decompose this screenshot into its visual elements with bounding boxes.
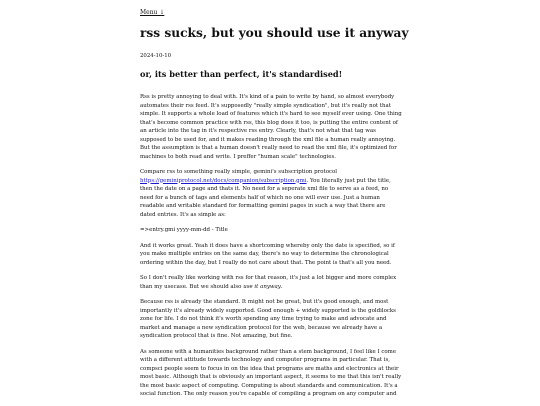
paragraph-text: . (280, 283, 283, 290)
post-subtitle: or, its better than perfect, it's standardised! (140, 69, 343, 79)
page-title: rss sucks, but you should use it anyway (140, 26, 409, 40)
menu-link[interactable]: Menu ↓ (140, 9, 165, 16)
paragraph-standard: Because rss is already the standard. It might not be great, but it's good enough, and most importantly it's already widely supported. Good enough + widely supported is the goldilocks zone for life. I do not think it's worth spending any time trying to make and advocate and market and manage a new syndication protocol for the web, because we already have a syndication protocol that is fine. Not amazing, but fine. (140, 299, 396, 339)
paragraph-intro: Rss is pretty annoying to deal with. It's kind of a pain to write by hand, so almost everybody automates their rss feed. It's supposedly "really simple syndication", but it's really not that simple. It supports a whole load of features which it's hard to see myself ever using. One thing that's become common practice with rss, this blog does it too, is putting the entire content of an article into the tag in it's respective rss entry. Clearly, that's not what that tag was supposed to be used for, and it makes reading through the xml file a human really annoying. But the assumption is that a human doesn't really need to read the xml file, it's optimized for machines to both read and write. I preffer "human scale" technologies. (140, 94, 402, 160)
paragraph-gemini-comparison (140, 168, 402, 219)
paragraph-text: . You literally just put the title, then the date on a page and thats it. No need for a seperate xml file to serve as a feed, no need for a bunch of tags and elements half of which no one will ever use. Just a human readable and writable standard for formatting gemini pages in such a way that there are dated entries. It's as simple as: (140, 177, 391, 218)
paragraph-text: Compare rss to something really simple, gemini's subscription protocol (140, 169, 338, 175)
paragraph-text: So I don't really like working with rss for that reason, it's just a lot bigger and more complex than my usecase. But we should also (140, 275, 397, 290)
paragraph-example-line: =>entry.gmi yyyy-mm-dd - Title (140, 227, 228, 233)
gemini-subscription-link[interactable]: https://geminiprotocol.net/docs/companion/subscription.gmi (140, 177, 307, 184)
emphasis-text: use it anyway (243, 283, 281, 290)
article-body (140, 93, 402, 406)
paragraph-humanities: As someone with a humanities background rather than a stem background, I feel like I come with a different attitude towards technology and computer programs in particular. That is, compsci people seem to focus in on the idea that programs are maths and electronics at their most basic. Although that is obviously an important aspect, it seems to me that this isn't really the most basic aspect of computing. Computing is about standards and communication. It's a social function. The only reason you're capable of compiling a program on any computer and (140, 348, 402, 397)
post-date: 2024-10-10 (140, 53, 172, 59)
paragraph-shortcoming: And it works great. Yeah it does have a shortcoming whereby only the date is specified, so if you make multiple entries on the same day, there's no way to determine the chronological ordering within the day, but I really do not care about that. The point is that's all you need. (140, 242, 395, 266)
paragraph-use-anyway (140, 274, 402, 291)
